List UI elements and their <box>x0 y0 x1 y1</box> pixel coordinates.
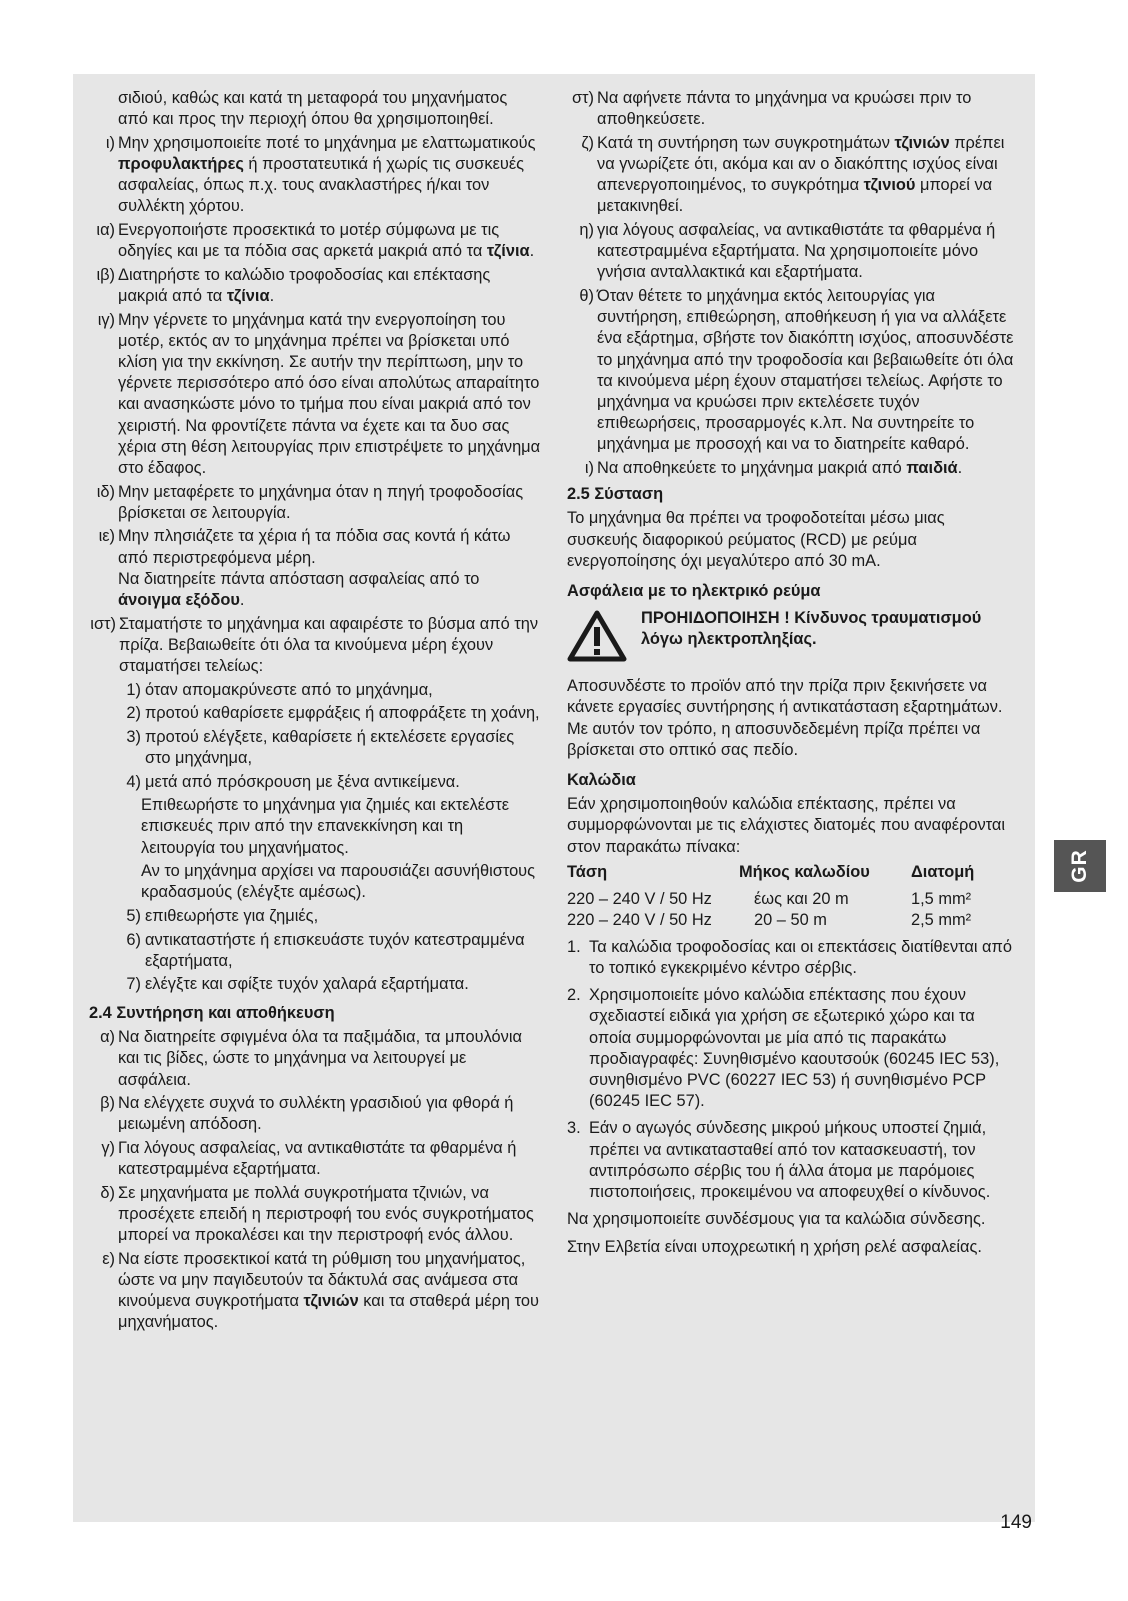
list-item-alpha <box>89 1027 541 1091</box>
item-label: δ) <box>100 1183 115 1202</box>
item-text: Να είστε προσεκτικοί κατά τη ρύθμιση του μηχανήματος, ώστε να μην παγιδευτούν τα δάκτυλά σας ανάμεσα στα κινούμενα συγκροτήματα τζινιών και τα σταθερά μέρη του μηχανήματος. <box>118 1249 539 1332</box>
sub-item: 4) μετά από πρόσκρουση με ξένα αντικείμενα. <box>126 772 460 791</box>
item-text: Μην χρησιμοποιείτε ποτέ το μηχάνημα με ελαττωματικούς προφυλακτήρες ή προστατευτικά ή χωρίς τις συσκευές ασφαλείας, όπως π.χ. τους ανακλαστήρες ή/και τον συλλέκτη χόρτου. <box>118 133 536 216</box>
table-row <box>567 910 1007 931</box>
item-label: 1. <box>567 937 581 956</box>
item-label: ι) <box>584 459 594 478</box>
list-item-beta <box>89 1093 541 1135</box>
table-cell: 20 – 50 m <box>754 910 827 929</box>
warning-text: ΠΡΟΗΙΔΟΠΟΙΗΣΗ ! Κίνδυνος τραυματισμού λόγω ηλεκτροπληξίας. <box>641 609 982 649</box>
switzerland-paragraph: Στην Ελβετία είναι υποχρεωτική η χρήση ρελέ ασφαλείας. <box>567 1237 982 1256</box>
item-label: ζ) <box>581 133 594 152</box>
left-column <box>89 88 541 1336</box>
sub-item: 7) ελέγξτε και σφίξτε τυχόν χαλαρά εξαρτήματα. <box>126 975 469 994</box>
item-text: Να διατηρείτε σφιγμένα όλα τα παξιμάδια, τα μπουλόνια και τις βίδες, ώστε το μηχάνημα να λειτουργεί με ασφάλεια. <box>118 1028 522 1089</box>
list-item-gamma <box>89 1138 541 1180</box>
table-header-cell: Μήκος καλωδίου <box>739 862 870 881</box>
item-text: Χρησιμοποιείτε μόνο καλώδια επέκτασης που έχουν σχεδιαστεί ειδικά για χρήση σε εξωτερικό χώρο και τα οποία συμμορφώνονται με μία από τις παρακάτω προδιαγραφές: Συνηθισμένο καουτσούκ (60245 IEC 53), συνηθισμένο PVC (60227 IEC 53) ή συνηθισμένο PCP (60245 IEC 57). <box>589 986 1000 1111</box>
sub-item: 1) όταν απομακρύνεστε από το μηχάνημα, <box>126 680 433 699</box>
item-text: Μην γέρνετε το μηχάνημα κατά την ενεργοποίηση του μοτέρ, εκτός αν το μηχάνημα πρέπει να βρίσκεται υπό κλίση για την εκκίνηση. Σε αυτήν την περίπτωση, μην το γέρνετε περισσότερο από όσο είναι απολύτως απαραίτητο και ανασηκώστε μόνο το τμήμα που είναι μακριά από τον χειριστή. Να φροντίζετε πάντα να έχετε και τα δυο σας χέρια στη θέση λειτουργίας πριν επιστρέψετε το μηχάνημα στο έδαφος. <box>118 310 541 478</box>
item-text: Να αφήνετε πάντα το μηχάνημα να κρυώσει πριν το αποθηκεύσετε. <box>597 89 972 129</box>
heading-cables: Καλώδια <box>567 771 636 790</box>
sub-item: 6) αντικαταστήστε ή επισκευάστε τυχόν κατεστραμμένα εξαρτήματα, <box>126 930 525 970</box>
section-heading-maintenance: 2.4 Συντήρηση και αποθήκευση <box>89 1003 335 1022</box>
item-text: Μην μεταφέρετε το μηχάνημα όταν η πηγή τροφοδοσίας βρίσκεται σε λειτουργία. <box>118 482 524 522</box>
language-tab <box>1054 840 1106 892</box>
section-heading-recommendation: 2.5 Σύσταση <box>567 485 664 504</box>
connectors-paragraph: Να χρησιμοποιείτε συνδέσμους για τα καλώδια σύνδεσης. <box>567 1210 986 1229</box>
warning-triangle-icon <box>567 610 627 662</box>
item-label: ιβ) <box>96 265 115 284</box>
list-item-iota-right <box>567 458 1019 479</box>
list-item-theta <box>567 286 1019 456</box>
item-label: ιστ) <box>90 614 116 633</box>
item-label: ια) <box>96 221 115 239</box>
content-panel <box>73 74 1035 1522</box>
list-item-epsilon <box>89 1249 541 1334</box>
table-cell: 220 – 240 V / 50 Hz <box>567 910 712 929</box>
sub-item-paragraph: Αν το μηχάνημα αρχίσει να παρουσιάζει ασυνήθιστους κραδασμούς (ελέγξτε αμέσως). <box>141 862 536 902</box>
sub-item: 3) προτού ελέγξετε, καθαρίσετε ή εκτελέσετε εργασίες στο μηχάνημα, <box>126 727 515 767</box>
item-label: α) <box>100 1028 115 1047</box>
list-item-iota <box>89 133 541 218</box>
item-text: Να αποθηκεύετε το μηχάνημα μακριά από παιδιά. <box>597 459 963 478</box>
item-label: ιγ) <box>97 310 115 329</box>
table-cell: 2,5 mm² <box>911 910 972 929</box>
table-header-cell: Τάση <box>567 862 608 881</box>
table-header-cell: Διατομή <box>911 862 975 881</box>
item-label: 3. <box>567 1119 581 1138</box>
item-label: γ) <box>101 1138 115 1157</box>
item-text: Σε μηχανήματα με πολλά συγκροτήματα τζινιών, να προσέχετε επειδή η περιστροφή του ενός συγκροτήματος μπορεί να προκαλέσει και την περιστροφή ενός άλλου. <box>118 1183 534 1245</box>
item-text: Τα καλώδια τροφοδοσίας και οι επεκτάσεις διατίθενται από το τοπικό εγκεκριμένο κέντρο σέρβις. <box>589 937 1012 978</box>
item-label: η) <box>579 221 594 239</box>
item-label: ιδ) <box>96 482 115 501</box>
heading-electrical-safety: Ασφάλεια με το ηλεκτρικό ρεύμα <box>567 582 821 601</box>
right-column <box>567 88 1019 1260</box>
table-cell: 220 – 240 V / 50 Hz <box>567 889 712 908</box>
sub-item-paragraph: Επιθεωρήστε το μηχάνημα για ζημιές και εκτελέστε επισκευές πριν από την επανεκκίνηση και τη λειτουργία του μηχανήματος. <box>141 796 509 857</box>
list-item-iota-epsilon <box>89 526 541 611</box>
numbered-item <box>567 1118 1019 1203</box>
cables-paragraph: Εάν χρησιμοποιηθούν καλώδια επέκτασης, πρέπει να συμμορφώνονται με τις ελάχιστες διατομές που αναφέρονται στον παρακάτω πίνακα: <box>567 795 1006 856</box>
table-cell: έως και 20 m <box>754 889 849 908</box>
continued-text: σιδιού, καθώς και κατά τη μεταφορά του μηχανήματος από και προς την περιοχή όπου θα χρησιμοποιηθεί. <box>118 89 508 129</box>
table-cell: 1,5 mm² <box>911 889 972 908</box>
table-header-row <box>567 862 1007 883</box>
item-text: Ενεργοποιήστε προσεκτικά το μοτέρ σύμφωνα με τις οδηγίες και με τα πόδια σας αρκετά μακριά από τα τζίνια. <box>118 221 535 261</box>
recommendation-paragraph: Το μηχάνημα θα πρέπει να τροφοδοτείται μέσω μιας συσκευής διαφορικού ρεύματος (RCD) με ρεύμα ενεργοποίησης όχι μεγαλύτερο από 30 mA. <box>567 509 945 570</box>
sub-item: 5) επιθεωρήστε για ζημιές, <box>126 906 319 925</box>
item-label: ι) <box>105 133 115 152</box>
item-text: Διατηρήστε το καλώδιο τροφοδοσίας και επέκτασης μακριά από τα τζίνια. <box>118 265 491 305</box>
list-item-iota-gamma <box>89 310 541 480</box>
page-number: 149 <box>1000 1512 1032 1533</box>
item-label: ε) <box>102 1249 115 1268</box>
numbered-item <box>567 985 1019 1112</box>
item-label: 2. <box>567 986 581 1005</box>
list-item-stigma <box>567 88 1019 130</box>
sub-item: 2) προτού καθαρίσετε εμφράξεις ή αποφράξετε τη χοάνη, <box>126 704 540 723</box>
item-label: ιε) <box>98 527 115 546</box>
table-row <box>567 889 1007 910</box>
disconnect-paragraph: Αποσυνδέστε το προϊόν από την πρίζα πριν ξεκινήσετε να κάνετε εργασίες συντήρησης ή αντικατάσταση εξαρτημάτων. Με αυτόν τον τρόπο, η αποσυνδεδεμένη πρίζα πρέπει να βρίσκεται στο οπτικό σας πεδίο. <box>567 677 1003 759</box>
item-text: Κατά τη συντήρηση των συγκροτημάτων τζινιών πρέπει να γνωρίζετε ότι, ακόμα και αν ο διακόπτης ισχύος είναι απενεργοποιημένος, το συγκρότημα τζινιού μπορεί να μετακινηθεί. <box>597 133 1005 216</box>
list-item-iota-alpha <box>89 220 541 262</box>
item-text: Σταματήστε το μηχάνημα και αφαιρέστε το βύσμα από την πρίζα. Βεβαιωθείτε ότι όλα τα κινούμενα μέρη έχουν σταματήσει τελείως: 1) όταν απομακρύνεστε από το μηχάνημα, 2) προτού καθαρίσετε εμφράξεις ή αποφράξετε τη χοάνη, 3) προτού ελέγξετε, καθαρίσετε ή εκτελέσετε εργασίες στο μηχάνημα, 4) μετά από πρόσκρουση με ξένα αντικείμενα. Επιθεωρήστε το μηχάνημα για ζημιές και εκτελέστε επισκευές πριν από την επανεκκίνηση και τη λειτουργία του μηχανήματος. Αν το μηχάνημα αρχίσει να παρουσιάζει ασυνήθιστους κραδασμούς (ελέγξτε αμέσως). 5) επιθεωρήστε για ζημιές, 6) αντικαταστήστε ή επισκευάστε τυχόν κατεστραμμένα εξαρτήματα, 7) ελέγξτε και σφίξτε τυχόν χαλαρά εξαρτήματα. <box>119 614 541 998</box>
list-item-iota-stigma <box>89 614 541 998</box>
item-label: β) <box>100 1094 115 1113</box>
list-item-delta <box>89 1183 541 1247</box>
item-text: Να ελέγχετε συχνά το συλλέκτη γρασιδιού για φθορά ή μειωμένη απόδοση. <box>118 1094 514 1134</box>
item-text: Εάν ο αγωγός σύνδεσης μικρού μήκους υποστεί ζημιά, πρέπει να αντικατασταθεί από τον κατασκευαστή, τον αντιπρόσωπο σέρβις του ή άλλα άτομα με παρόμοιες πιστοποιήσεις, προκειμένου να αποφευχθεί ο κίνδυνος. <box>589 1119 991 1202</box>
numbered-item <box>567 937 1019 979</box>
list-item-iota-delta <box>89 482 541 524</box>
item-label: στ) <box>571 89 594 107</box>
item-label: θ) <box>579 287 594 305</box>
list-item-zeta <box>567 133 1019 218</box>
cable-table <box>567 862 1007 931</box>
item-text: για λόγους ασφαλείας, να αντικαθιστάτε τα φθαρμένα ή κατεστραμμένα εξαρτήματα. Να χρησιμοποιείτε μόνο γνήσια ανταλλακτικά και εξαρτήματα. <box>597 221 996 282</box>
item-text: Για λόγους ασφαλείας, να αντικαθιστάτε τα φθαρμένα ή κατεστραμμένα εξαρτήματα. <box>118 1138 517 1179</box>
item-text: Μην πλησιάζετε τα χέρια ή τα πόδια σας κοντά ή κάτω από περιστρεφόμενα μέρη. Να διατηρείτε πάντα απόσταση ασφαλείας από το άνοιγμα εξόδου. <box>118 527 511 610</box>
list-item-eta <box>567 220 1019 284</box>
item-text: Όταν θέτετε το μηχάνημα εκτός λειτουργίας για συντήρηση, επιθεώρηση, αποθήκευση ή για να αλλάξετε ένα εξάρτημα, σβήστε τον διακόπτη ισχύος, αποσυνδέστε το μηχάνημα από την τροφοδοσία και βεβαιωθείτε ότι όλα τα κινούμενα μέρη έχουν σταματήσει τελείως. Αφήστε το μηχάνημα να κρυώσει πριν εκτελέσετε τυχόν επιθεωρήσεις, προσαρμογές κ.λπ. Να συντηρείτε το μηχάνημα με προσοχή και να το διατηρείτε καθαρό. <box>597 287 1014 454</box>
warning-box <box>567 608 1019 662</box>
list-item-iota-beta <box>89 265 541 307</box>
language-tab-label: GR <box>1068 849 1091 883</box>
